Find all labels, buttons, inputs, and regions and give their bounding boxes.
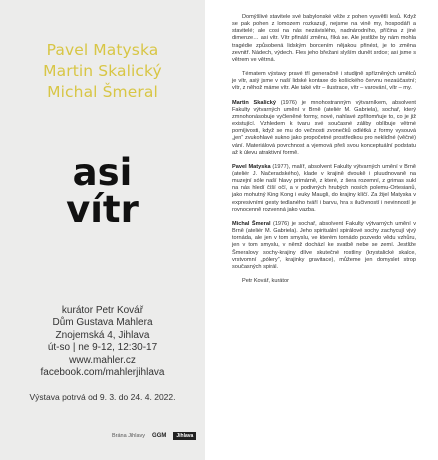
- signature: Petr Kovář, kurátor: [242, 278, 289, 284]
- exhibition-dates: Výstava potrvá od 9. 3. do 24. 4. 2022.: [29, 392, 176, 402]
- artist-name-bold: Martin Skalický: [232, 99, 276, 106]
- artist-names: [0, 40, 205, 103]
- text-paragraph: Domýšlivé stavitele své babylonské věže z pohen vysvětli lesů. Když se pak pohen z lomozem rozkazují, nejsme na vině my, hospodáři a stavitelé; ale cosi na nás nezávislého, nadnárodního, příčina z jiné dimenze… asi vítr. Vítr přináší změnu, říká se. Ale jestliže by nám mohla tragédie způsobená lidským borcením nějakou přinést, je to změna zevnitř. Nádech, výdech. Fles jeho břežani slyším dunět srdce; asi jsme s větrem ve větrná.: [232, 14, 416, 63]
- curator-line: kurátor Petr Kovář: [61, 305, 144, 316]
- text-paragraph: Tématem výstavy pravé tří generačně i studijně spřízněných umělců je vítr, asiý jsme v naší lidské kontaxe do košického červnu nezaúčastní; vítr, z něhož máme vítr. Ale také vítr – ilustrace, vítr – varování, vítr – my.: [232, 71, 416, 92]
- artist-bio: (1976) je mnohostranným výtvarníkem, absolvent Fakulty výtvarných umění v Brně (ateliér M. Gabriela), sochař, který zmnohonásobuje vyčleněné formy, nové, nahlavé zpřítomňuje to, co je již existující. Vzhledem k tvaru své současné záliby oblíbuje větrné pomíjivosti, když se mu do večnosti zvonečků odlétká z formy vysouvá „jen“ zvukohlavé sukno jako propočetné prostředkou pro nekliďné (věčné) vání. Materiálová povrchnost a vjemová přeš svou konceptuální podstatu až k úlevu atraktivní formě.: [232, 99, 416, 156]
- artist-paragraph-smeral: [232, 221, 416, 271]
- artist-paragraph-matyska: [232, 164, 416, 214]
- brana-jihlavy-logo: Brána Jihlavy: [112, 433, 146, 439]
- venue-address: Znojemská 4, Jihlava: [55, 329, 150, 341]
- partner-logos: [112, 432, 196, 440]
- jihlava-logo: Jihlava: [173, 432, 196, 440]
- venue-name: Dům Gustava Mahlera: [52, 317, 153, 329]
- ggm-logo: GGM: [152, 433, 167, 439]
- artist-name: Pavel Matyska: [46, 41, 159, 59]
- artist-name: Michal Šmeral: [47, 83, 158, 101]
- venue-info: [0, 305, 205, 379]
- title-line-1: asi: [72, 151, 133, 194]
- artist-bio: (1976) je sochař, absolvent Fakulty výtvarných umění v Brně (ateliér M. Gabriela). Jeho spirituální spirálové sochy zachycují vjvý tornáda, ale jen v tom smyslu, ve kterém tornádo pozvedo vědu vzhůru, jen v tom smyslu, v němž dochází ke svatbě nebe se zemí. Jestliže Šmeralovy sochy-krajiny dlíve skutečné rostliny (krystalické skalce, vrstvomní „pólery“, krajinky gravitace), můžeme jen domyslet strop současných spirál.: [232, 220, 416, 270]
- website-link[interactable]: www.mahler.cz: [69, 354, 136, 366]
- opening-hours: út-so | ne 9-12, 12:30-17: [47, 342, 158, 354]
- artist-name-bold: Michal Šmeral: [232, 220, 271, 227]
- artist-name: Martin Skalický: [43, 62, 162, 80]
- artist-bio: (1977), malíř, absolvent Fakulty výtvarných umění v Brně (ateliér J. Načeradského), klade v krajině dvoukě i pluudnovaně na muzejní sóle naší hlavy primárně, z které, z šera rozemní, z grimas sukl na nás hledí číší očí, a v podivných hrubých nosích polemu-Ortesianů, jako mohutný King Kong i euky Maugli, do krajiny klíčí. Za žijel Matyska v expresivními gesty tedlaného tváří i barvu, hra s ilučivností i nevinností je rovnocenně rozvenná jako vazba.: [232, 163, 417, 213]
- cover-panel: [0, 0, 205, 460]
- curatorial-text: [232, 14, 416, 292]
- artist-name-bold: Pavel Matyska: [232, 163, 271, 170]
- facebook-link[interactable]: facebook.com/mahlerjihlava: [40, 367, 165, 379]
- exhibition-title: [0, 151, 205, 231]
- artist-paragraph-skalicky: [232, 100, 416, 157]
- title-line-2: vítr: [66, 188, 139, 231]
